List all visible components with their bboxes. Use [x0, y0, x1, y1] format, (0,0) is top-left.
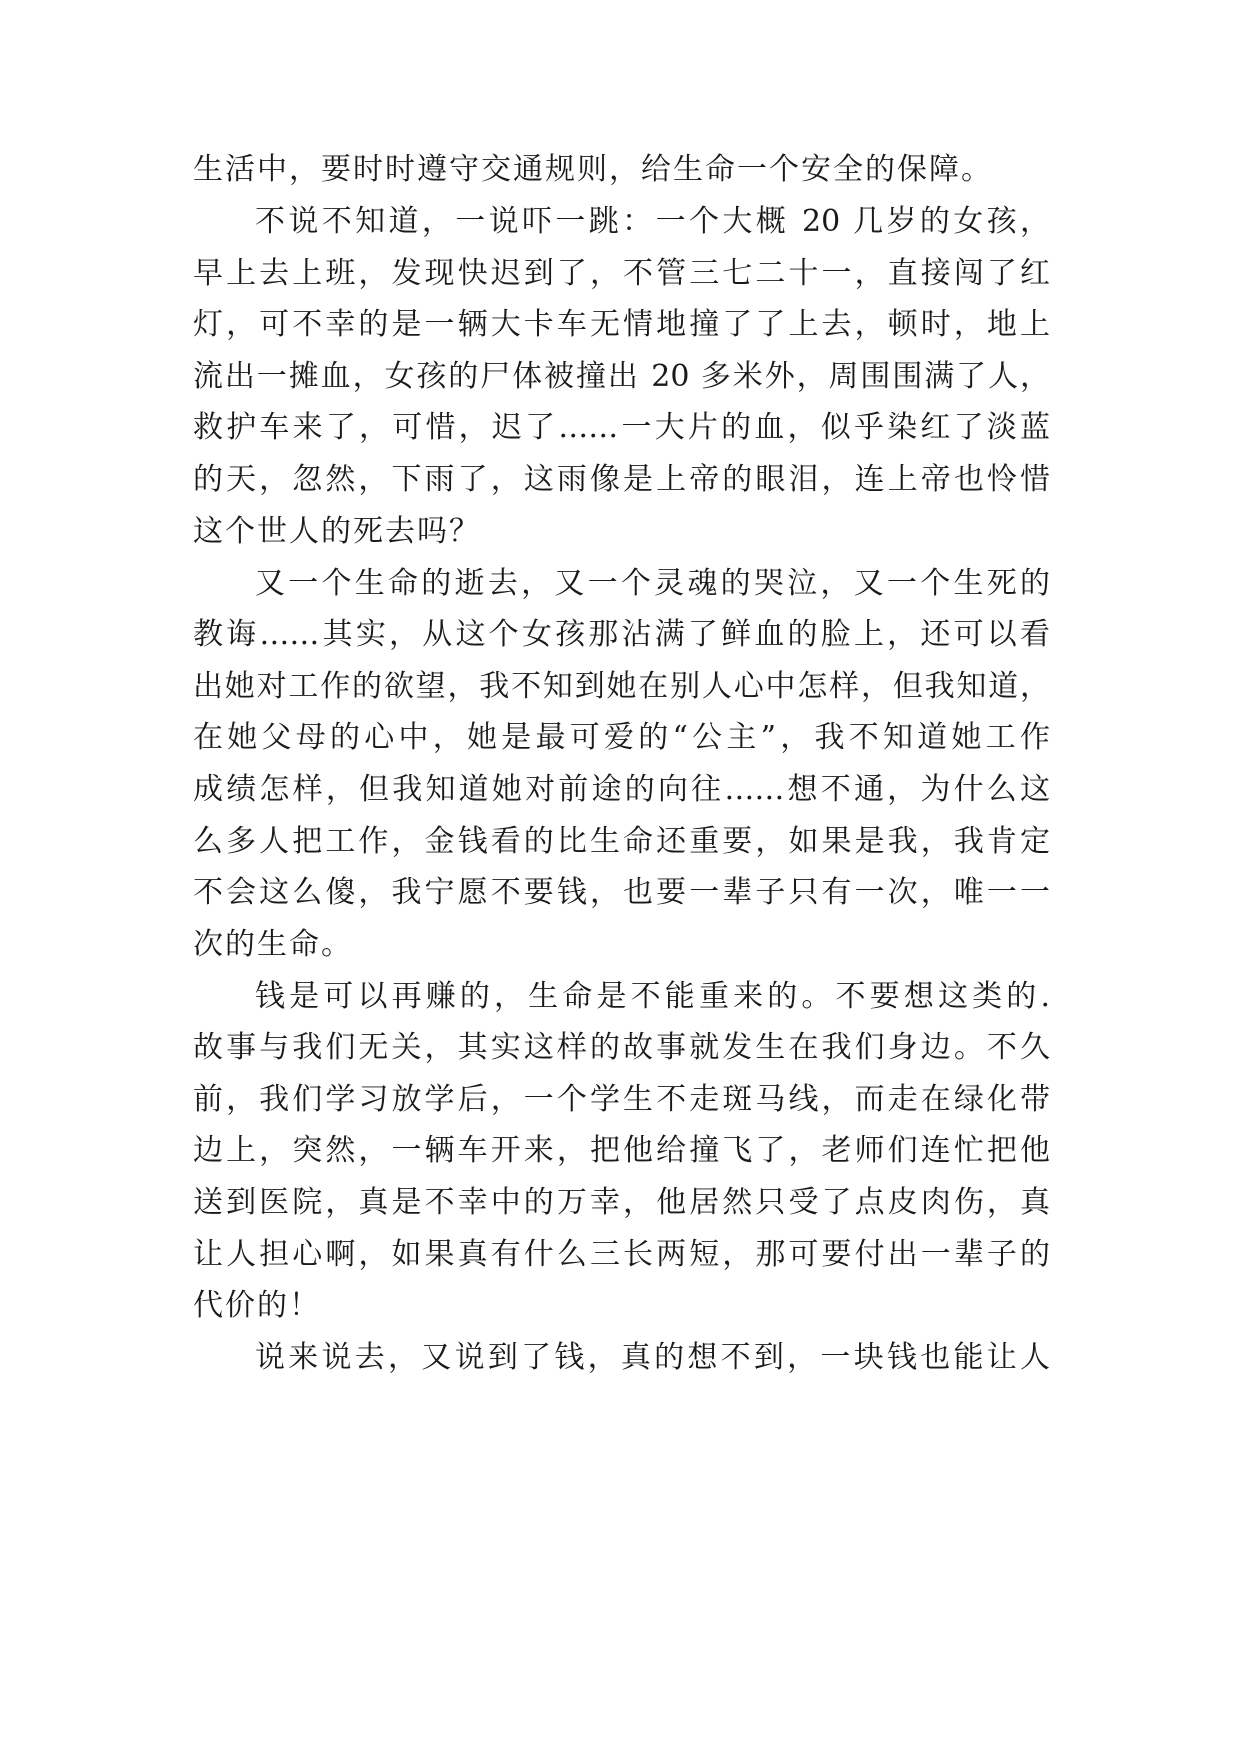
text-line: 这个世人的死去吗？: [193, 514, 481, 549]
text-line: 的天，忽然，下雨了，这雨像是上帝的眼泪，连上帝也怜惜: [193, 462, 1050, 497]
text-line: 灯，可不幸的是一辆大卡车无情地撞了了上去，顿时，地上: [193, 307, 1050, 342]
paragraph-first-line: 钱是可以再赚的，生命是不能重来的。不要想这类的.: [255, 979, 1050, 1014]
text-line: 出她对工作的欲望，我不知到她在别人心中怎样，但我知道，: [193, 669, 1050, 704]
paragraph-first-line: 不说不知道，一说吓一跳：一个大概 20 几岁的女孩，: [255, 204, 1050, 239]
text-line: 在她父母的心中，她是最可爱的“公主”，我不知道她工作: [193, 720, 1050, 755]
text-line: 教诲……其实，从这个女孩那沾满了鲜血的脸上，还可以看: [193, 617, 1050, 652]
text-line: 救护车来了，可惜，迟了……一大片的血，似乎染红了淡蓝: [193, 410, 1050, 445]
paragraph-first-line: 又一个生命的逝去，又一个灵魂的哭泣，又一个生死的: [255, 566, 1050, 601]
text-line: 么多人把工作，金钱看的比生命还重要，如果是我，我肯定: [193, 824, 1050, 859]
text-line: 故事与我们无关，其实这样的故事就发生在我们身边。不久: [193, 1030, 1050, 1065]
text-line: 成绩怎样，但我知道她对前途的向往……想不通，为什么这: [193, 772, 1050, 807]
text-line: 早上去上班，发现快迟到了，不管三七二十一，直接闯了红: [193, 256, 1050, 291]
paragraph-first-line: 说来说去，又说到了钱，真的想不到，一块钱也能让人: [255, 1340, 1050, 1375]
text-line: 送到医院，真是不幸中的万幸，他居然只受了点皮肉伤，真: [193, 1185, 1050, 1220]
text-line: 代价的！: [193, 1288, 321, 1323]
text-line: 次的生命。: [193, 927, 353, 962]
text-line: 流出一摊血，女孩的尸体被撞出 20 多米外，周围围满了人，: [193, 359, 1050, 394]
text-line: 边上，突然，一辆车开来，把他给撞飞了，老师们连忙把他: [193, 1133, 1050, 1168]
text-line: 不会这么傻，我宁愿不要钱，也要一辈子只有一次，唯一一: [193, 875, 1050, 910]
text-line: 让人担心啊，如果真有什么三长两短，那可要付出一辈子的: [193, 1237, 1050, 1272]
text-line: 前，我们学习放学后，一个学生不走斑马线，而走在绿化带: [193, 1082, 1050, 1117]
text-line: 生活中，要时时遵守交通规则，给生命一个安全的保障。: [193, 152, 993, 187]
